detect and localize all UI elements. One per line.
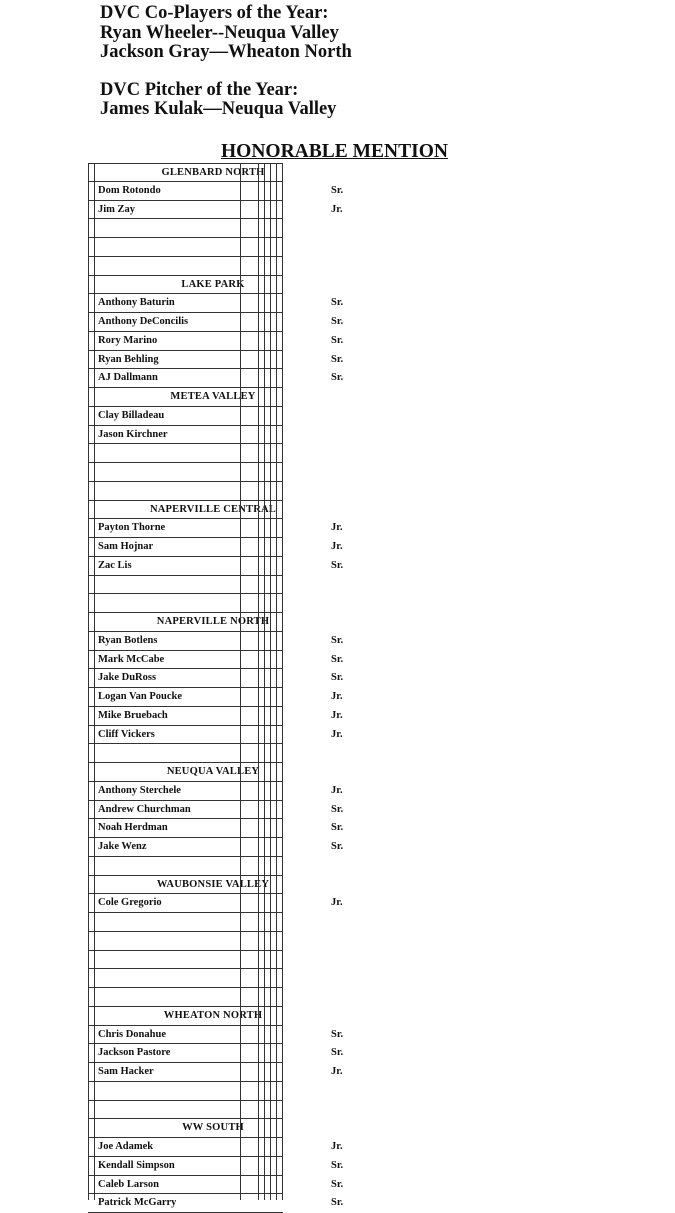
table-col-line-2 [264, 163, 265, 1200]
player-row [88, 1026, 344, 1045]
player-row [88, 182, 344, 201]
player-row [88, 651, 344, 670]
player-name: Anthony Baturin [98, 297, 175, 309]
player-year: Jr. [331, 1066, 343, 1077]
player-year: Sr. [331, 634, 344, 646]
player-row [88, 782, 343, 801]
player-year: Jr. [331, 691, 343, 702]
player-year: Jr. [331, 541, 343, 552]
empty-row [88, 219, 283, 238]
player-year: Sr. [331, 1197, 344, 1209]
empty-row [88, 913, 283, 932]
player-year: Jr. [331, 784, 343, 796]
player-name: Noah Herdman [98, 822, 168, 834]
empty-row [88, 969, 283, 988]
school-name: WHEATON NORTH [163, 1009, 263, 1021]
school-header-row [88, 876, 283, 895]
player-row [88, 557, 344, 576]
player-name: Jason Kirchner [98, 428, 168, 440]
player-name: Cole Gregorio [98, 897, 162, 909]
player-year: Sr. [331, 559, 344, 571]
school-header-row [88, 163, 283, 182]
pitcher-title: DVC Pitcher of the Year: [100, 79, 299, 100]
school-header-row [88, 501, 283, 520]
empty-row [88, 1101, 283, 1120]
honorable-mention-table [88, 163, 344, 1213]
player-row [88, 838, 344, 857]
player-year: Sr. [331, 841, 344, 852]
player-name: Mike Bruebach [98, 709, 168, 721]
table-inner-left-line [94, 163, 95, 1200]
empty-row [88, 482, 283, 501]
school-header-row [88, 388, 283, 407]
player-year: Jr. [331, 1141, 343, 1152]
honorable-mention-heading: HONORABLE MENTION [221, 141, 448, 162]
table-col-line-4 [276, 163, 277, 1200]
player-name: Sam Hojnar [98, 541, 154, 552]
awards-header [100, 4, 352, 120]
player-name: Cliff Vickers [98, 728, 155, 740]
player-year: Jr. [331, 709, 343, 721]
empty-row [88, 951, 283, 970]
school-name: WAUBONSIE VALLEY [156, 878, 270, 890]
player-name: Ryan Behling [98, 353, 159, 365]
player-row [88, 819, 344, 838]
player-row [88, 669, 344, 688]
school-name: LAKE PARK [181, 278, 245, 290]
player-row [88, 726, 343, 745]
player-row [88, 294, 344, 313]
empty-row [88, 988, 283, 1007]
player-year: Sr. [331, 297, 344, 309]
poy-title: DVC Co-Players of the Year: [100, 3, 329, 23]
player-year: Jr. [331, 728, 343, 740]
player-year: Sr. [331, 1159, 344, 1171]
player-name: Jake DuRoss [98, 672, 157, 684]
school-name: NAPERVILLE CENTRAL [149, 503, 277, 515]
player-name: Chris Donahue [98, 1028, 166, 1040]
school-name: NAPERVILLE NORTH [156, 616, 270, 627]
player-row [88, 407, 283, 426]
player-year: Sr. [331, 1178, 344, 1190]
player-row [88, 1063, 343, 1082]
empty-row [88, 857, 283, 876]
player-row [88, 313, 344, 332]
player-row [88, 1157, 344, 1176]
player-row [88, 894, 343, 913]
empty-row [88, 932, 283, 951]
school-name: METEA VALLEY [170, 391, 256, 402]
player-name: Clay Billadeau [98, 409, 165, 421]
empty-row [88, 576, 283, 595]
school-header-row [88, 1007, 283, 1026]
empty-row [88, 463, 283, 482]
player-name: Jake Wenz [98, 841, 147, 852]
school-name: WW SOUTH [182, 1122, 244, 1134]
player-name: Ryan Botlens [98, 634, 158, 646]
player-year: Sr. [331, 334, 344, 346]
player-name: Kendall Simpson [98, 1159, 175, 1171]
player-year: Jr. [331, 897, 343, 909]
empty-row [88, 594, 283, 613]
player-year: Sr. [331, 372, 344, 384]
player-name: Payton Thorne [98, 522, 166, 534]
player-name: Anthony DeConcilis [98, 316, 189, 327]
table-col-line-3 [270, 163, 271, 1200]
empty-row [88, 744, 283, 763]
school-name: NEUQUA VALLEY [166, 766, 260, 777]
player-name: Sam Hacker [98, 1066, 154, 1077]
player-name: Rory Marino [98, 334, 158, 346]
table-year-divider [240, 163, 241, 1200]
empty-row [88, 238, 283, 257]
player-year: Sr. [331, 822, 344, 834]
player-name: Jackson Pastore [98, 1047, 171, 1059]
player-row [88, 538, 343, 557]
player-row [88, 1138, 343, 1157]
empty-row [88, 257, 283, 276]
poy-winner-2: Jackson Gray—Wheaton North [100, 42, 352, 62]
player-year: Sr. [331, 353, 344, 365]
player-name: Patrick McGarry [98, 1197, 177, 1209]
player-year: Jr. [331, 522, 343, 534]
player-year: Sr. [331, 316, 344, 327]
player-year: Sr. [331, 653, 344, 665]
player-row [88, 426, 283, 445]
player-year: Sr. [331, 672, 344, 684]
player-year: Sr. [331, 1047, 344, 1059]
player-row [88, 688, 343, 707]
player-name: AJ Dallmann [98, 372, 158, 384]
school-header-row [88, 613, 283, 632]
player-row [88, 801, 344, 820]
player-row [88, 332, 344, 351]
school-name: GLENBARD NORTH [161, 167, 265, 178]
player-name: Caleb Larson [98, 1178, 159, 1190]
player-row [88, 351, 344, 370]
player-name: Logan Van Poucke [98, 691, 183, 702]
table-border-right [282, 163, 283, 1200]
player-row [88, 201, 343, 220]
player-row [88, 519, 343, 538]
player-name: Andrew Churchman [98, 803, 191, 815]
poy-winner-1: Ryan Wheeler--Neuqua Valley [100, 22, 339, 43]
empty-row [88, 444, 283, 463]
player-name: Dom Rotondo [98, 184, 161, 196]
player-name: Joe Adamek [98, 1141, 154, 1152]
pitcher-winner: James Kulak—Neuqua Valley [100, 99, 337, 119]
player-row [88, 1194, 344, 1213]
school-header-row [88, 276, 283, 295]
player-row [88, 632, 344, 651]
empty-row [88, 1082, 283, 1101]
school-header-row [88, 763, 283, 782]
player-year: Sr. [331, 184, 344, 196]
player-name: Anthony Sterchele [98, 784, 181, 796]
player-name: Jim Zay [98, 203, 136, 215]
school-header-row [88, 1119, 283, 1138]
player-row [88, 369, 344, 388]
player-row [88, 1044, 344, 1063]
table-border-left [88, 163, 89, 1200]
player-year: Sr. [331, 803, 344, 815]
player-year: Sr. [331, 1028, 344, 1040]
player-year: Jr. [331, 203, 343, 215]
player-name: Mark McCabe [98, 653, 165, 665]
player-row [88, 1176, 344, 1195]
player-row [88, 707, 343, 726]
player-name: Zac Lis [98, 559, 132, 571]
table-col-line-1 [258, 163, 259, 1200]
